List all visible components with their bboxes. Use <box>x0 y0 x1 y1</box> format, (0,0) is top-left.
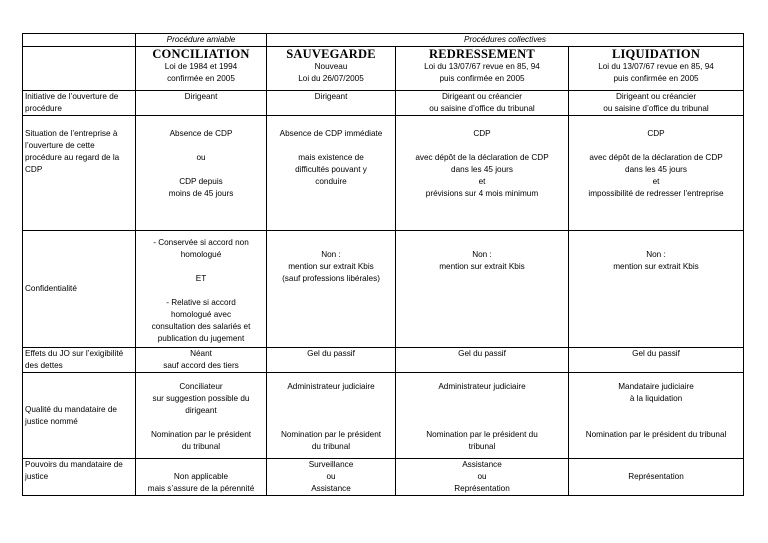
procedure-subtitle: puis confirmée en 2005 <box>439 74 525 83</box>
table-cell <box>569 459 744 496</box>
cell-text: publication du jugement <box>157 334 245 343</box>
cell-text: Nomination par le président <box>280 430 382 439</box>
cell-text: avec dépôt de la déclaration de CDP <box>589 153 723 162</box>
cell-text: et <box>652 177 660 186</box>
cell-text: Absence de CDP immédiate <box>279 129 383 138</box>
table-cell <box>136 91 267 116</box>
cell-text: Représentation <box>454 484 510 493</box>
table-cell <box>136 373 267 459</box>
cell-text: homologué <box>180 250 222 259</box>
table-cell <box>569 348 744 373</box>
cell-text: sur suggestion possible du <box>152 394 250 403</box>
table-cell <box>267 348 396 373</box>
row-label: Effets du JO sur l’exigibilité des dettes <box>23 348 136 373</box>
cell-text: mention sur extrait Kbis <box>613 262 699 271</box>
cell-text: - Relative si accord <box>166 298 236 307</box>
table-cell <box>267 91 396 116</box>
table-row-initiative <box>23 91 744 116</box>
cell-text: mention sur extrait Kbis <box>439 262 525 271</box>
cell-text: Dirigeant <box>184 92 218 101</box>
cell-text: CDP <box>473 129 491 138</box>
procedures-comparison-table <box>22 33 744 496</box>
cell-text: homologué avec <box>170 310 232 319</box>
table-row-pouvoirs-mandataire <box>23 459 744 496</box>
cell-text: Nomination par le président du tribunal <box>585 430 727 439</box>
cell-text: Mandataire judiciaire <box>618 382 694 391</box>
cell-text: moins de 45 jours <box>168 189 234 198</box>
empty-label-cell <box>23 47 136 91</box>
cell-text: Non : <box>646 250 666 259</box>
table-cell <box>267 116 396 231</box>
cell-text: du tribunal <box>311 442 351 451</box>
cell-text: ou saisine d’office du tribunal <box>603 104 709 113</box>
cell-text: Néant <box>190 349 212 358</box>
table-cell <box>396 459 569 496</box>
cell-text: Gel du passif <box>632 349 680 358</box>
procedure-subtitle: Nouveau <box>314 62 348 71</box>
cell-text: impossibilité de redresser l’entreprise <box>588 189 724 198</box>
cell-text: mention sur extrait Kbis <box>288 262 374 271</box>
cell-text: ou <box>196 153 206 162</box>
table-cell <box>569 231 744 348</box>
cell-text: ou saisine d’office du tribunal <box>429 104 535 113</box>
cell-text: ET <box>195 274 207 283</box>
cell-text: Gel du passif <box>458 349 506 358</box>
cell-text: Non applicable <box>173 472 229 481</box>
table-row-qualite-mandataire <box>23 373 744 459</box>
table-cell <box>136 348 267 373</box>
cell-text: Nomination par le président du <box>426 430 538 439</box>
cell-text: Dirigeant ou créancier <box>441 92 523 101</box>
cell-text: Assistance <box>462 460 502 469</box>
table-cell <box>396 116 569 231</box>
table-cell <box>136 231 267 348</box>
table-cell <box>136 116 267 231</box>
cell-text: conduire <box>315 177 347 186</box>
table-row-confidentialite <box>23 231 744 348</box>
procedure-subtitle: puis confirmée en 2005 <box>613 74 699 83</box>
table-cell <box>267 231 396 348</box>
procedure-name: LIQUIDATION <box>611 47 701 61</box>
cell-text: et <box>478 177 486 186</box>
cell-text: Nomination par le président <box>150 430 252 439</box>
table-cell <box>569 373 744 459</box>
procedure-header-liquidation <box>569 47 744 91</box>
cell-text: Gel du passif <box>307 349 355 358</box>
cell-text: Assistance <box>311 484 351 493</box>
table-cell <box>267 459 396 496</box>
cell-text: avec dépôt de la déclaration de CDP <box>415 153 549 162</box>
cell-text: du tribunal <box>181 442 221 451</box>
cell-text: ou <box>326 472 336 481</box>
procedure-subtitle: Loi de 1984 et 1994 <box>164 62 238 71</box>
cell-text: CDP depuis <box>179 177 223 186</box>
table-cell <box>396 91 569 116</box>
table-cell <box>136 459 267 496</box>
cell-text: prévisions sur 4 mois minimum <box>425 189 539 198</box>
group-header-amiable: Procédure amiable <box>136 34 267 47</box>
cell-text: - Conservée si accord non <box>153 238 249 247</box>
table-cell <box>267 373 396 459</box>
table-row-situation-cdp <box>23 116 744 231</box>
cell-text: à la liquidation <box>629 394 683 403</box>
procedure-name: CONCILIATION <box>152 47 250 61</box>
procedure-name: SAUVEGARDE <box>286 47 376 61</box>
table-row-effets-jo <box>23 348 744 373</box>
empty-corner-cell <box>23 34 136 47</box>
cell-text: CDP <box>647 129 665 138</box>
table-cell <box>396 231 569 348</box>
group-header-collectives: Procédures collectives <box>267 34 744 47</box>
procedure-header-conciliation <box>136 47 267 91</box>
cell-text: sauf accord des tiers <box>163 361 239 370</box>
cell-text: mais existence de <box>298 153 364 162</box>
procedure-name: REDRESSEMENT <box>429 47 535 61</box>
row-label: Qualité du mandataire de justice nommé <box>23 373 136 459</box>
cell-text: Non : <box>321 250 341 259</box>
procedure-subtitle: confirmée en 2005 <box>167 74 235 83</box>
procedure-header-sauvegarde <box>267 47 396 91</box>
cell-text: (sauf professions libérales) <box>282 274 380 283</box>
procedure-header-redressement <box>396 47 569 91</box>
table-cell <box>396 348 569 373</box>
cell-text: Dirigeant ou créancier <box>615 92 697 101</box>
cell-text: Absence de CDP <box>169 129 233 138</box>
procedure-subtitle: Loi du 26/07/2005 <box>298 74 364 83</box>
group-header-row <box>23 34 744 47</box>
procedure-subtitle: Loi du 13/07/67 revue en 85, 94 <box>424 62 540 71</box>
row-label: Initiative de l’ouverture de procédure <box>23 91 136 116</box>
cell-text: mais s’assure de la pérennité <box>147 484 255 493</box>
cell-text: Administrateur judiciaire <box>438 382 526 391</box>
procedure-header-row <box>23 47 744 91</box>
cell-text: Conciliateur <box>179 382 223 391</box>
cell-text: Dirigeant <box>314 92 348 101</box>
cell-text: Représentation <box>628 472 684 481</box>
cell-text: Administrateur judiciaire <box>287 382 375 391</box>
table-cell <box>396 373 569 459</box>
cell-text: Surveillance <box>308 460 354 469</box>
cell-text: tribunal <box>468 442 496 451</box>
cell-text: Non : <box>472 250 492 259</box>
row-label: Situation de l’entreprise à l’ouverture de cette procédure au regard de la CDP <box>23 116 136 231</box>
cell-text: dans les 45 jours <box>625 165 687 174</box>
table-cell <box>569 116 744 231</box>
row-label: Confidentialité <box>23 231 136 348</box>
table-cell <box>569 91 744 116</box>
cell-text: dans les 45 jours <box>451 165 513 174</box>
procedure-subtitle: Loi du 13/07/67 revue en 85, 94 <box>598 62 714 71</box>
cell-text: difficultés pouvant y <box>295 165 367 174</box>
row-label: Pouvoirs du mandataire de justice <box>23 459 136 496</box>
cell-text: dirigeant <box>185 406 217 415</box>
cell-text: consultation des salariés et <box>151 322 251 331</box>
cell-text: ou <box>477 472 487 481</box>
